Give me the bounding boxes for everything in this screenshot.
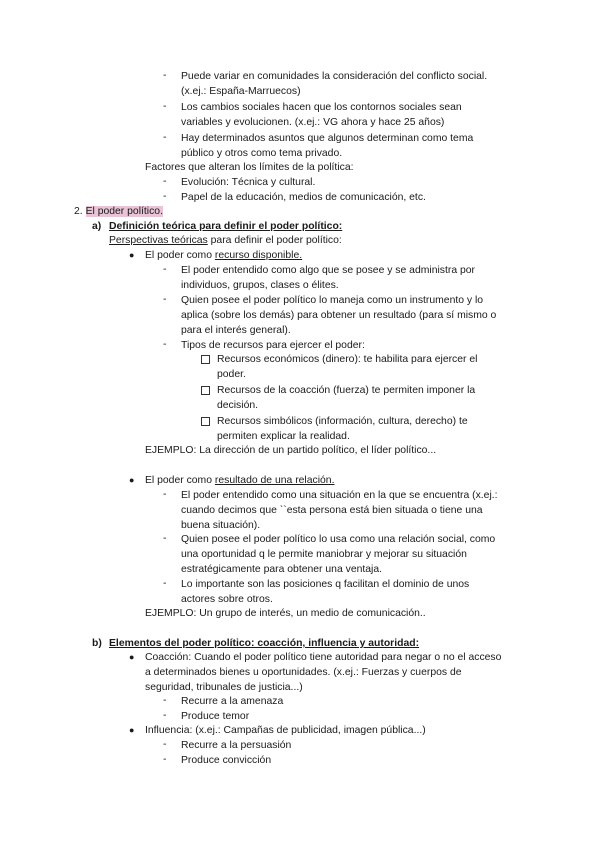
dash-marker: - (163, 132, 167, 143)
checkbox-icon[interactable] (201, 355, 210, 364)
list-item-text: El poder entendido como una situación en la que se encuentra (x.ej.: (181, 490, 498, 501)
recurso-heading (145, 249, 302, 263)
list-item-text: Recurre a la persuasión (181, 740, 292, 751)
perspectivas-rest: para definir el poder político: (207, 235, 342, 246)
list-item-text: Lo importante son las posiciones q facilitan el dominio de unos (181, 579, 470, 590)
bullet-marker: ● (129, 475, 135, 485)
dash-marker: - (163, 339, 167, 350)
coaccion-text: seguridad, tribunales de justicia...) (145, 682, 303, 693)
perspectivas-term: Perspectivas teóricas (109, 235, 208, 246)
dash-marker: - (163, 101, 167, 112)
list-item-text: cuando decimos que ``esta persona está bien situada o tiene una (181, 505, 483, 516)
coaccion-text: a determinados bienes u oportunidades. (x.ej.: Fuerzas y cuerpos de (145, 667, 462, 678)
relacion-heading (145, 474, 334, 488)
ejemplo-relacion: EJEMPLO: Un grupo de interés, un medio de comunicación.. (145, 608, 426, 619)
ejemplo-recurso: EJEMPLO: La dirección de un partido político, el líder político... (145, 445, 437, 456)
dash-marker: - (163, 533, 167, 544)
perspectivas-line (109, 234, 342, 248)
checklist-item-text: poder. (217, 369, 246, 380)
checklist-item-text: Recursos simbólicos (información, cultura, derecho) te (217, 416, 468, 427)
dash-marker: - (163, 176, 167, 187)
list-item-text: público y otros como tema privado. (181, 148, 343, 159)
relacion-prefix: El poder como (145, 475, 215, 486)
dash-marker: - (163, 710, 167, 721)
list-item-text: Evolución: Técnica y cultural. (181, 177, 316, 188)
influencia-text: Influencia: (x.ej.: Campañas de publicidad, imagen pública...) (145, 725, 426, 736)
section-number: 2. (74, 206, 83, 217)
list-item-text: Hay determinados asuntos que algunos determinan como tema (181, 133, 474, 144)
section-title: El poder político. (85, 206, 163, 217)
checkbox-icon[interactable] (201, 386, 210, 395)
list-item-text: (x.ej.: España-Marruecos) (181, 86, 301, 97)
checklist-item-text: Recursos económicos (dinero): te habilita para ejercer el (217, 354, 478, 365)
checklist-item-text: permiten explicar la realidad. (217, 431, 350, 442)
list-item-text: Quien posee el poder político lo usa como una relación social, como (181, 534, 496, 545)
checkbox-icon[interactable] (201, 417, 210, 426)
list-item-text: aplica (sobre los demás) para obtener un resultado (para sí mismo o (181, 310, 497, 321)
list-item-text: estratégicamente para obtener una ventaja. (181, 564, 383, 575)
section-heading (74, 205, 163, 219)
dash-marker: - (163, 695, 167, 706)
dash-marker: - (163, 70, 167, 81)
subsection-a-title: Definición teórica para definir el poder político: (109, 221, 343, 232)
list-item-text: Quien posee el poder político lo maneja como un instrumento y lo (181, 295, 484, 306)
list-item-text: Los cambios sociales hacen que los contornos sociales sean (181, 102, 462, 113)
subsection-a-letter: a) (92, 221, 102, 232)
dash-marker: - (163, 294, 167, 305)
list-item-text: Produce convicción (181, 755, 272, 766)
bullet-marker: ● (129, 652, 135, 662)
list-item-text: Papel de la educación, medios de comunicación, etc. (181, 192, 426, 203)
checklist-item-text: Recursos de la coacción (fuerza) te permiten imponer la (217, 385, 476, 396)
list-item-text: Produce temor (181, 711, 250, 722)
list-item-text: Tipos de recursos para ejercer el poder: (181, 340, 365, 351)
list-item-text: Puede variar en comunidades la consideración del conflicto social. (181, 71, 488, 82)
relacion-term: resultado de una relación. (214, 475, 335, 486)
bullet-marker: ● (129, 250, 135, 260)
list-item-text: El poder entendido como algo que se posee y se administra por (181, 265, 476, 276)
subsection-b-letter: b) (92, 638, 102, 649)
dash-marker: - (163, 264, 167, 275)
checklist-item-text: decisión. (217, 400, 259, 411)
dash-marker: - (163, 578, 167, 589)
dash-marker: - (163, 739, 167, 750)
list-item-text: individuos, grupos, clases o élites. (181, 280, 339, 291)
list-item-text: Recurre a la amenaza (181, 696, 284, 707)
list-item-text: actores sobre otros. (181, 594, 273, 605)
recurso-term: recurso disponible. (214, 250, 303, 261)
factores-title: Factores que alteran los límites de la política: (145, 162, 354, 173)
list-item-text: variables y evolucionen. (x.ej.: VG ahora y hace 25 años) (181, 117, 445, 128)
recurso-prefix: El poder como (145, 250, 215, 261)
coaccion-text: Coacción: Cuando el poder político tiene autoridad para negar o no el acceso (145, 652, 502, 663)
list-item-text: buena situación). (181, 520, 261, 531)
subsection-b-title: Elementos del poder político: coacción, influencia y autoridad: (109, 638, 420, 649)
list-item-text: una oportunidad q le permite maniobrar y mejorar su situación (181, 549, 467, 560)
dash-marker: - (163, 489, 167, 500)
list-item-text: para el interés general). (181, 325, 291, 336)
dash-marker: - (163, 191, 167, 202)
bullet-marker: ● (129, 725, 135, 735)
dash-marker: - (163, 754, 167, 765)
